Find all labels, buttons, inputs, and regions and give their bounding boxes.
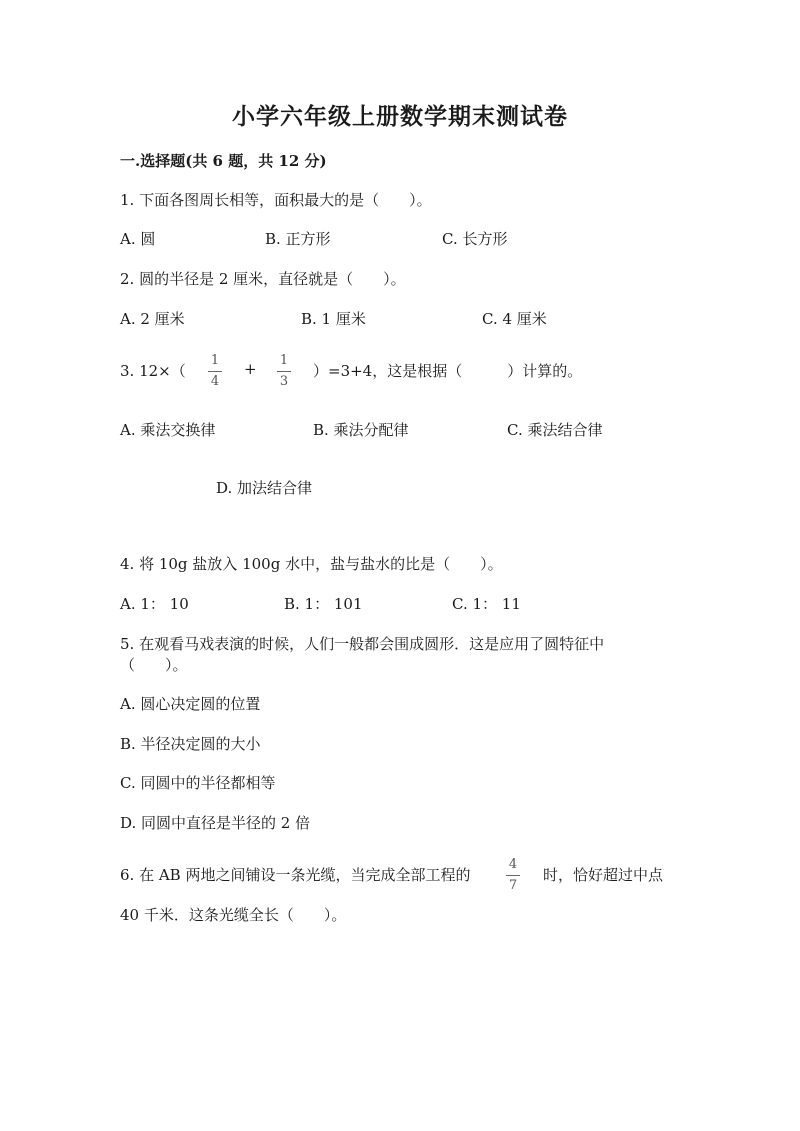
question-5-stem-line-2: （ ）。 — [120, 656, 188, 674]
page-title: 小学六年级上册数学期末测试卷 — [232, 103, 568, 130]
question-5-option-c: C. 同圆中的半径都相等 — [120, 774, 276, 792]
question-2-stem: 2. 圆的半径是 2 厘米，直径就是（ ）。 — [120, 270, 406, 288]
question-5-option-a: A. 圆心决定圆的位置 — [120, 695, 261, 713]
fraction-denominator: 4 — [210, 374, 220, 389]
question-3-stem-prefix: 3. 12×（ — [120, 362, 186, 380]
question-3-option-c: C. 乘法结合律 — [507, 421, 603, 439]
question-4-option-b: B. 1： 101 — [284, 595, 363, 613]
fraction-denominator: 7 — [508, 878, 518, 893]
fraction-bar — [506, 875, 520, 876]
question-3-stem-suffix: ）=3+4，这是根据（ ）计算的。 — [313, 362, 583, 380]
question-3-option-d: D. 加法结合律 — [216, 479, 313, 497]
question-1-option-c: C. 长方形 — [442, 230, 508, 248]
question-4-option-a: A. 1： 10 — [120, 595, 189, 613]
question-1-stem: 1. 下面各图周长相等，面积最大的是（ ）。 — [120, 191, 432, 209]
question-3-option-b: B. 乘法分配律 — [313, 421, 409, 439]
question-5-stem-line-1: 5. 在观看马戏表演的时候，人们一般都会围成圆形．这是应用了圆特征中 — [120, 635, 605, 653]
fraction-bar — [277, 371, 291, 372]
question-4-stem: 4. 将 10g 盐放入 100g 水中，盐与盐水的比是（ ）。 — [120, 555, 503, 573]
fraction-one-third — [274, 352, 294, 391]
fraction-denominator: 3 — [279, 374, 289, 389]
question-1-option-a: A. 圆 — [120, 230, 156, 248]
fraction-one-quarter — [205, 352, 225, 391]
section-heading: 一.选择题(共 6 题，共 12 分) — [120, 152, 327, 170]
question-6-stem-prefix: 6. 在 AB 两地之间铺设一条光缆，当完成全部工程的 — [120, 866, 471, 884]
fraction-four-sevenths — [503, 856, 523, 895]
question-4-option-c: C. 1： 11 — [452, 595, 521, 613]
question-2-option-b: B. 1 厘米 — [301, 310, 366, 328]
question-2-option-a: A. 2 厘米 — [120, 310, 185, 328]
question-2-option-c: C. 4 厘米 — [482, 310, 547, 328]
fraction-numerator: 1 — [210, 353, 220, 368]
question-3-option-a: A. 乘法交换律 — [120, 421, 216, 439]
fraction-numerator: 1 — [279, 353, 289, 368]
question-6-stem-line-2: 40 千米．这条光缆全长（ ）。 — [120, 906, 347, 924]
fraction-bar — [208, 371, 222, 372]
question-5-option-d: D. 同圆中直径是半径的 2 倍 — [120, 814, 311, 832]
question-5-option-b: B. 半径决定圆的大小 — [120, 735, 261, 753]
fraction-numerator: 4 — [508, 857, 518, 872]
question-1-option-b: B. 正方形 — [265, 230, 331, 248]
question-6-stem-suffix: 时，恰好超过中点 — [543, 866, 664, 884]
plus-sign: + — [244, 360, 257, 378]
